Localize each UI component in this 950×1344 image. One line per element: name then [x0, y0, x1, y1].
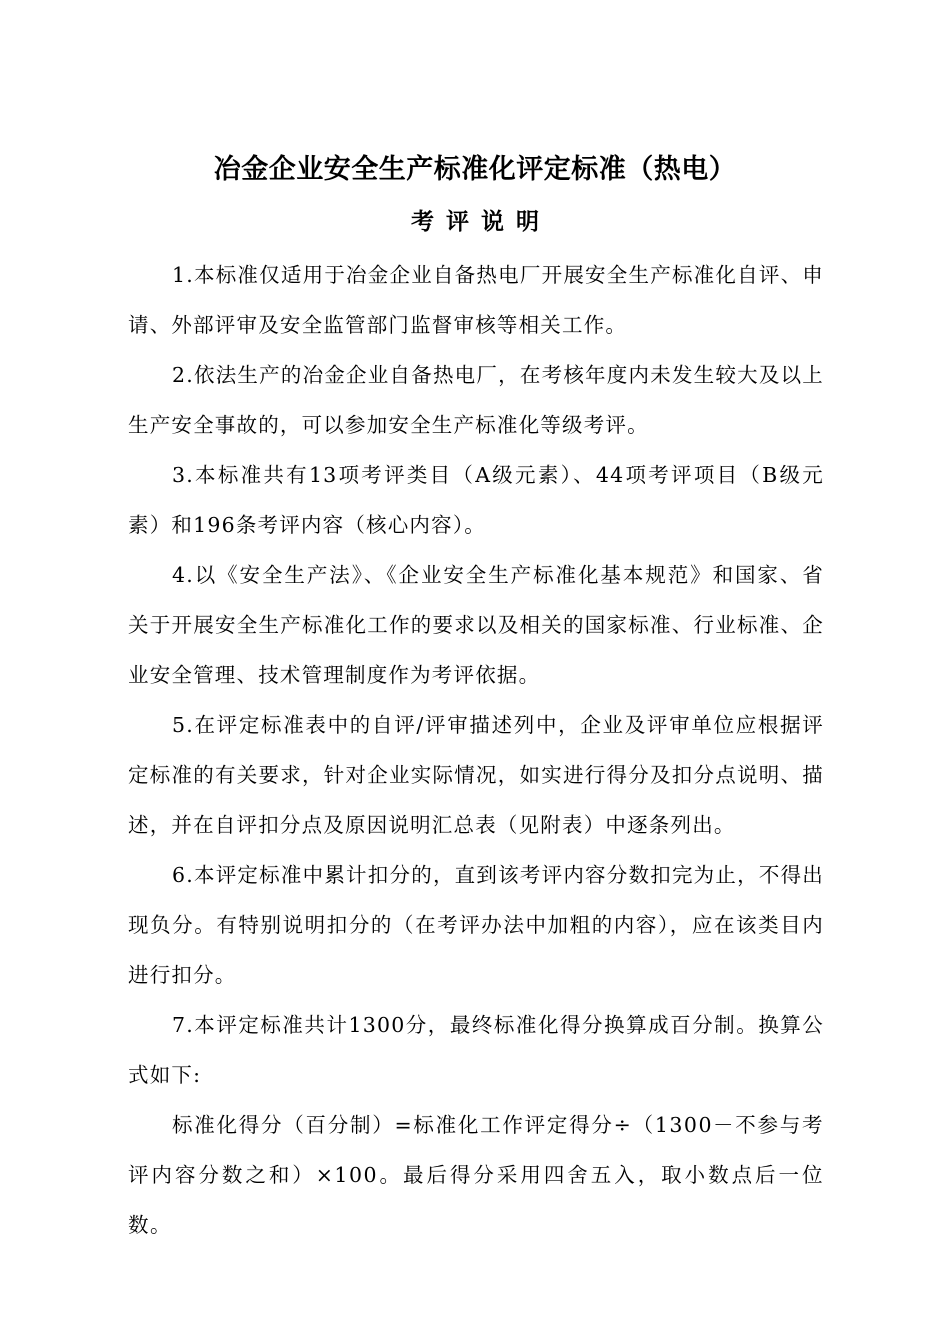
- section-heading: 考评说明: [411, 209, 551, 235]
- paragraph-2: 2.依法生产的冶金企业自备热电厂，在考核年度内未发生较大及以上生产安全事故的，可以参加安全生产标准化等级考评。: [128, 363, 824, 437]
- paragraph-4: 4.以《安全生产法》、《企业安全生产标准化基本规范》和国家、省关于开展安全生产标准化工作的要求以及相关的国家标准、行业标准、企业安全管理、技术管理制度作为考评依据。: [128, 563, 824, 687]
- paragraph-1: 1.本标准仅适用于冶金企业自备热电厂开展安全生产标准化自评、申请、外部评审及安全监管部门监督审核等相关工作。: [128, 263, 824, 337]
- document-body: [128, 250, 824, 1250]
- paragraph-3: 3.本标准共有13项考评类目（A级元素）、44项考评项目（B级元素）和196条考评内容（核心内容）。: [128, 463, 824, 537]
- formula-paragraph: 标准化得分（百分制）=标准化工作评定得分÷（1300－不参与考评内容分数之和）×100。最后得分采用四舍五入，取小数点后一位数。: [128, 1113, 824, 1237]
- paragraph-5: 5.在评定标准表中的自评/评审描述列中，企业及评审单位应根据评定标准的有关要求，针对企业实际情况，如实进行得分及扣分点说明、描述，并在自评扣分点及原因说明汇总表（见附表）中逐条列出。: [128, 713, 824, 837]
- document-title: 冶金企业安全生产标准化评定标准（热电）: [213, 154, 737, 185]
- paragraph-6: 6.本评定标准中累计扣分的，直到该考评内容分数扣完为止，不得出现负分。有特别说明扣分的（在考评办法中加粗的内容），应在该类目内进行扣分。: [128, 863, 824, 987]
- paragraph-7: 7.本评定标准共计1300分，最终标准化得分换算成百分制。换算公式如下:: [128, 1013, 824, 1087]
